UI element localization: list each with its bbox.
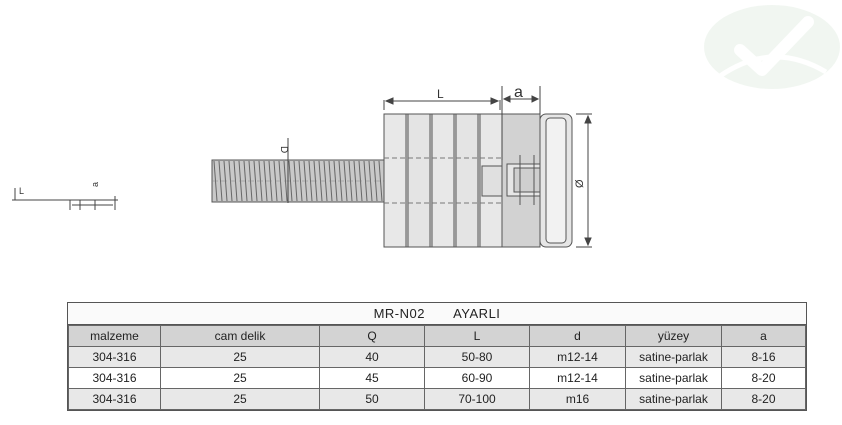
cell-malzeme: 304-316 [69,347,161,368]
table-row [69,368,806,389]
cell-l: 70-100 [425,389,530,410]
cell-cam-delik: 25 [161,389,320,410]
header-a: a [722,326,806,347]
cell-malzeme: 304-316 [69,389,161,410]
table-row [69,347,806,368]
cell-a: 8-20 [722,368,806,389]
small-detail [12,188,118,210]
cell-l: 50-80 [425,347,530,368]
cell-cam-delik: 25 [161,347,320,368]
header-d: d [530,326,626,347]
cell-yuzey: satine-parlak [626,347,722,368]
dim-a-label: a [514,84,523,101]
model-variant: AYARLI [453,306,501,321]
header-yuzey: yüzey [626,326,722,347]
small-detail-label-a: a [90,181,100,187]
cell-d: m12-14 [530,368,626,389]
header-malzeme: malzeme [69,326,161,347]
dim-diameter-label: Ø [574,179,586,188]
front-cap [540,114,572,247]
cell-yuzey: satine-parlak [626,389,722,410]
header-q: Q [320,326,425,347]
header-cam-delik: cam delik [161,326,320,347]
cell-q: 45 [320,368,425,389]
spec-table [67,302,807,411]
cell-l: 60-90 [425,368,530,389]
cell-d: m12-14 [530,347,626,368]
adjustable-body [384,114,504,247]
cell-d: m16 [530,389,626,410]
cell-q: 40 [320,347,425,368]
cell-q: 50 [320,389,425,410]
table-row [69,389,806,410]
dim-l-label: L [437,87,444,101]
threaded-rod [212,160,384,202]
watermark-logo [704,5,840,89]
cell-a: 8-20 [722,389,806,410]
cell-yuzey: satine-parlak [626,368,722,389]
spec-table-title [68,303,806,325]
cell-malzeme: 304-316 [69,368,161,389]
cell-cam-delik: 25 [161,368,320,389]
cell-a: 8-16 [722,347,806,368]
dim-d-label: D [278,146,289,154]
model-code: MR-N02 [373,306,425,321]
table-header-row [69,326,806,347]
small-detail-label-l: L [19,186,25,196]
header-l: L [425,326,530,347]
